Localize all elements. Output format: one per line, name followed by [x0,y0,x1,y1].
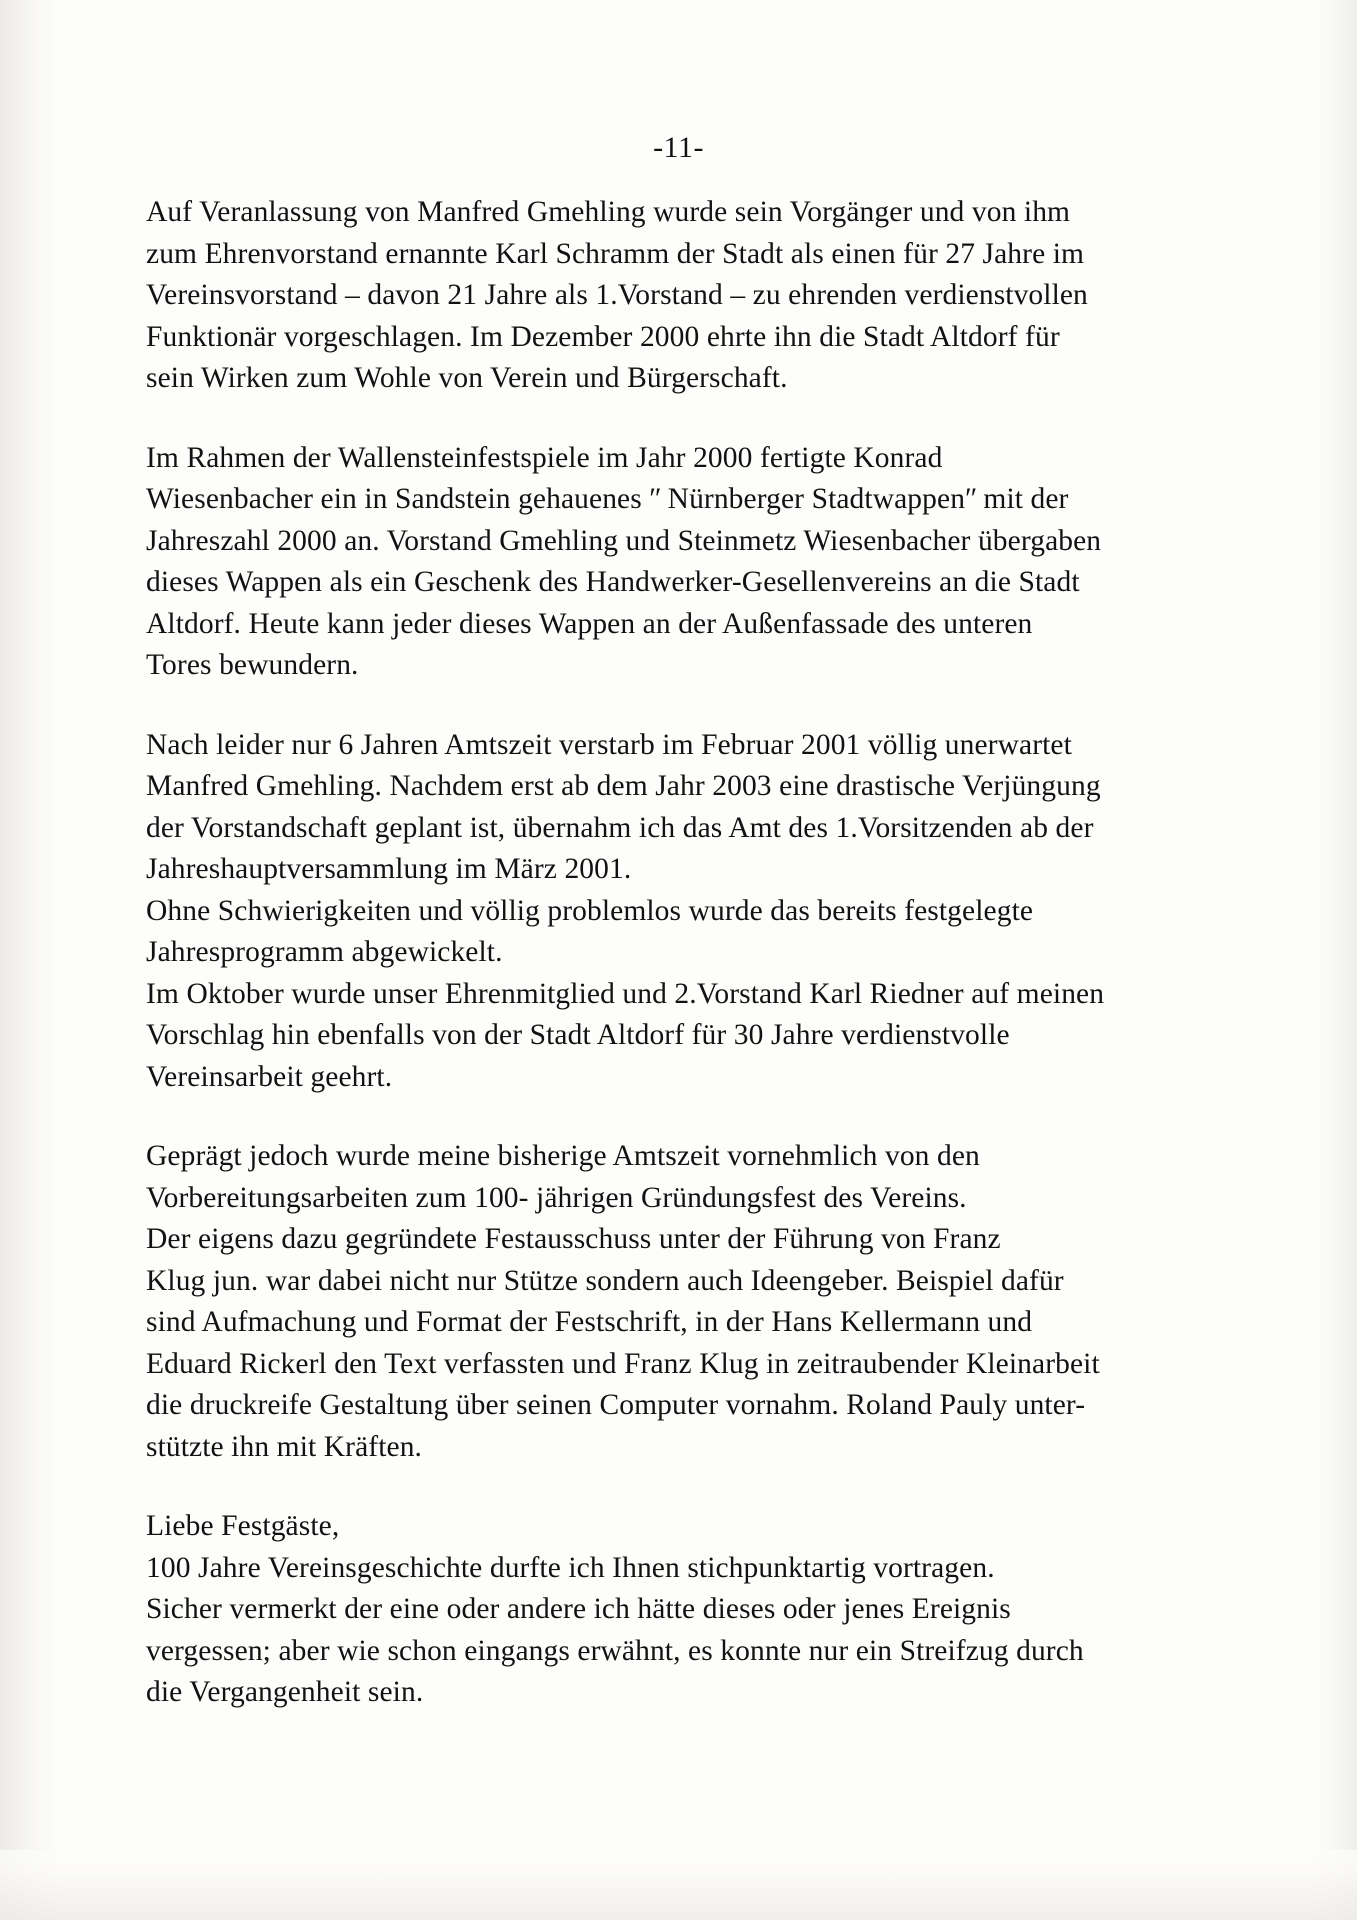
text-line: Im Oktober wurde unser Ehrenmitglied und 2.Vorstand Karl Riedner auf meinen [146,977,1105,1010]
text-line: Der eigens dazu gegründete Festausschuss unter der Führung von Franz [146,1223,1001,1255]
text-line: Im Rahmen der Wallensteinfestspiele im Jahr 2000 fertigte Konrad [146,441,943,474]
text-line: Klug jun. war dabei nicht nur Stütze sondern auch Ideengeber. Beispiel dafür [146,1264,1064,1297]
text-line: Manfred Gmehling. Nachdem erst ab dem Jahr 2003 eine drastische Verjüngung [146,770,1101,802]
text-line: Nach leider nur 6 Jahren Amtszeit verstarb im Februar 2001 völlig unerwartet [146,728,1072,761]
paragraph-2 [146,438,1176,687]
text-line: sind Aufmachung und Format der Festschrift, in der Hans Kellermann und [146,1306,1033,1338]
text-line: Altdorf. Heute kann jeder dieses Wappen an der Außenfassade des unteren [146,607,1033,640]
text-line: Wiesenbacher ein in Sandstein gehauenes ʺ Nürnberger Stadtwappenʺ mit der [146,483,1069,515]
text-line: Jahreshauptversammlung im März 2001. [146,853,632,885]
text-line: die druckreife Gestaltung über seinen Computer vornahm. Roland Pauly unter- [146,1389,1086,1421]
text-line: Tores bewundern. [146,649,359,681]
page-number: -11- [653,131,704,164]
text-line: Geprägt jedoch wurde meine bisherige Amtszeit vornehmlich von den [146,1140,980,1172]
text-line: stützte ihn mit Kräften. [146,1430,423,1463]
text-line: Ohne Schwierigkeiten und völlig problemlos wurde das bereits festgelegte [146,894,1034,927]
scan-edge-left [0,0,62,1920]
text-line: vergessen; aber wie schon eingangs erwähnt, es konnte nur ein Streifzug durch [146,1634,1084,1667]
text-line: Vorbereitungsarbeiten zum 100- jährigen Gründungsfest des Vereins. [146,1181,967,1214]
text-line: der Vorstandschaft geplant ist, übernahm ich das Amt des 1.Vorsitzenden ab der [146,811,1094,844]
text-line: Jahreszahl 2000 an. Vorstand Gmehling und Steinmetz Wiesenbacher übergaben [146,524,1102,557]
text-line: Liebe Festgäste, [146,1510,340,1542]
text-line: 100 Jahre Vereinsgeschichte durfte ich Ihnen stichpunktartig vortragen. [146,1551,995,1584]
text-line: Vereinsvorstand – davon 21 Jahre als 1.Vorstand – zu ehrenden verdienstvollen [146,279,1088,311]
text-line: Jahresprogramm abgewickelt. [146,936,503,968]
paragraph-1 [146,192,1176,400]
text-line: Vereinsarbeit geehrt. [146,1060,393,1093]
paragraph-3 [146,725,1176,1099]
text-line: dieses Wappen als ein Geschenk des Handwerker-Gesellenvereins an die Stadt [146,566,1080,598]
text-line: Funktionär vorgeschlagen. Im Dezember 2000 ehrte ihn die Stadt Altdorf für [146,320,1060,353]
scan-edge-right [1311,0,1357,1920]
text-line: Vorschlag hin ebenfalls von der Stadt Altdorf für 30 Jahre verdienstvolle [146,1019,1010,1051]
text-line: Sicher vermerkt der eine oder andere ich hätte dieses oder jenes Ereignis [146,1593,1011,1625]
text-line: zum Ehrenvorstand ernannte Karl Schramm der Stadt als einen für 27 Jahre im [146,237,1085,270]
document-body [146,192,1176,1714]
scan-edge-bottom [0,1850,1357,1920]
paragraph-4 [146,1136,1176,1468]
text-line: Auf Veranlassung von Manfred Gmehling wurde sein Vorgänger und von ihm [146,196,1071,228]
text-line: Eduard Rickerl den Text verfassten und Franz Klug in zeitraubender Kleinarbeit [146,1347,1100,1380]
paragraph-5 [146,1506,1176,1714]
text-line: sein Wirken zum Wohle von Verein und Bürgerschaft. [146,362,788,394]
text-line: die Vergangenheit sein. [146,1676,424,1708]
